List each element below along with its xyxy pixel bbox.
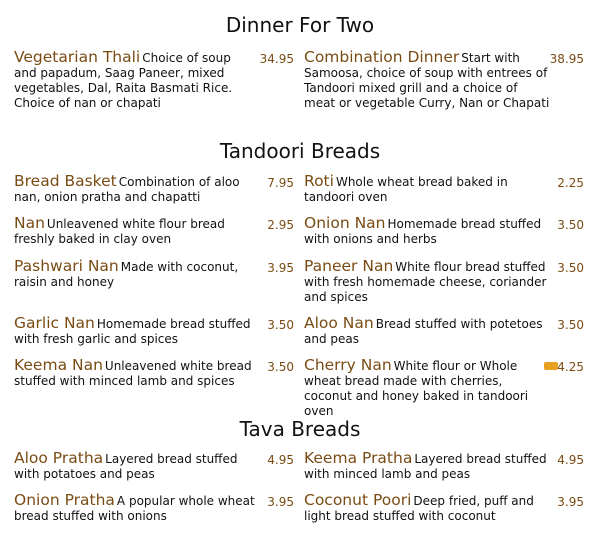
- item-description: Whole wheat bread baked in tandoori oven: [304, 175, 508, 204]
- item-name: Aloo Pratha: [14, 449, 104, 467]
- item-name: Nan: [14, 214, 45, 232]
- menu-item-onion-pratha: [14, 493, 262, 524]
- section-heading-tandoori-breads: Tandoori Breads: [219, 139, 381, 163]
- item-name: Combination Dinner: [304, 48, 460, 66]
- item-price: 34.95: [259, 52, 294, 66]
- item-name: Vegetarian Thali: [14, 48, 141, 66]
- item-name: Garlic Nan: [14, 314, 95, 332]
- item-description: Homemade bread stuffed with fresh garlic and spices: [14, 317, 251, 346]
- item-name: Onion Nan: [304, 214, 386, 232]
- item-description: Unleavened white bread stuffed with minced lamb and spices: [14, 359, 252, 388]
- item-description: Unleavened white flour bread freshly baked in clay oven: [14, 217, 225, 246]
- item-name: Onion Pratha: [14, 491, 115, 509]
- item-description: Start with Samoosa, choice of soup with entrees of Tandoori mixed grill and a choice of meat or vegetable Curry, Nan or Chapati: [304, 51, 550, 110]
- item-description: Made with coconut, raisin and honey: [14, 260, 239, 289]
- section-heading-tava-breads: Tava Breads: [239, 417, 361, 441]
- item-price: 3.95: [557, 495, 584, 509]
- item-name: Roti: [304, 172, 334, 190]
- menu-item-coconut-poori: [304, 493, 560, 524]
- item-name: Paneer Nan: [304, 257, 394, 275]
- item-name: Aloo Nan: [304, 314, 374, 332]
- item-description: Choice of soup and papadum, Saag Paneer, mixed vegetables, Dal, Raita Basmati Rice. Choice of nan or chapati: [14, 51, 233, 110]
- menu-item-combination-dinner: [304, 50, 550, 111]
- item-price: 3.95: [267, 495, 294, 509]
- item-price: 3.50: [267, 318, 294, 332]
- item-price: 2.95: [267, 218, 294, 232]
- menu-item-onion-nan: [304, 216, 552, 247]
- item-description: A popular whole wheat bread stuffed with onions: [14, 494, 255, 523]
- item-price: 4.95: [557, 453, 584, 467]
- item-name: Keema Nan: [14, 356, 103, 374]
- item-description: Combination of aloo nan, onion pratha and chapatti: [14, 175, 240, 204]
- menu-item-keema-pratha: [304, 451, 560, 482]
- item-description: Layered bread stuffed with minced lamb and peas: [304, 452, 547, 481]
- item-price: 3.50: [267, 360, 294, 374]
- menu-item-keema-nan: [14, 358, 268, 389]
- menu-item-vegetarian-thali: [14, 50, 254, 111]
- item-price: 3.50: [557, 318, 584, 332]
- item-price: 3.50: [557, 218, 584, 232]
- item-description: Deep fried, puff and light bread stuffed with coconut: [304, 494, 534, 523]
- item-price: 3.95: [267, 261, 294, 275]
- item-name: Coconut Poori: [304, 491, 412, 509]
- item-description: White flour bread stuffed with fresh homemade cheese, coriander and spices: [304, 260, 547, 304]
- item-name: Bread Basket: [14, 172, 117, 190]
- item-description: Homemade bread stuffed with onions and herbs: [304, 217, 542, 246]
- section-heading-dinner-for-two: Dinner For Two: [225, 13, 375, 37]
- item-description: Layered bread stuffed with potatoes and peas: [14, 452, 238, 481]
- menu-item-roti: [304, 174, 550, 205]
- menu-item-aloo-nan: [304, 316, 552, 347]
- menu-item-aloo-pratha: [14, 451, 260, 482]
- menu-item-bread-basket: [14, 174, 259, 205]
- menu-item-paneer-nan: [304, 259, 558, 305]
- item-description: Bread stuffed with potetoes and peas: [304, 317, 543, 346]
- item-price: 3.50: [557, 261, 584, 275]
- item-price: 7.95: [267, 176, 294, 190]
- item-name: Keema Pratha: [304, 449, 413, 467]
- menu-item-pashwari-nan: [14, 259, 259, 290]
- item-price: 4.25: [557, 360, 584, 374]
- item-price: 38.95: [549, 52, 584, 66]
- menu-item-nan: [14, 216, 259, 247]
- menu-item-cherry-nan: [304, 358, 548, 419]
- item-description: White flour or Whole wheat bread made with cherries, coconut and honey baked in tandoori oven: [304, 359, 529, 418]
- menu-item-garlic-nan: [14, 316, 262, 347]
- item-name: Cherry Nan: [304, 356, 392, 374]
- item-name: Pashwari Nan: [14, 257, 119, 275]
- item-price: 2.25: [557, 176, 584, 190]
- item-price: 4.95: [267, 453, 294, 467]
